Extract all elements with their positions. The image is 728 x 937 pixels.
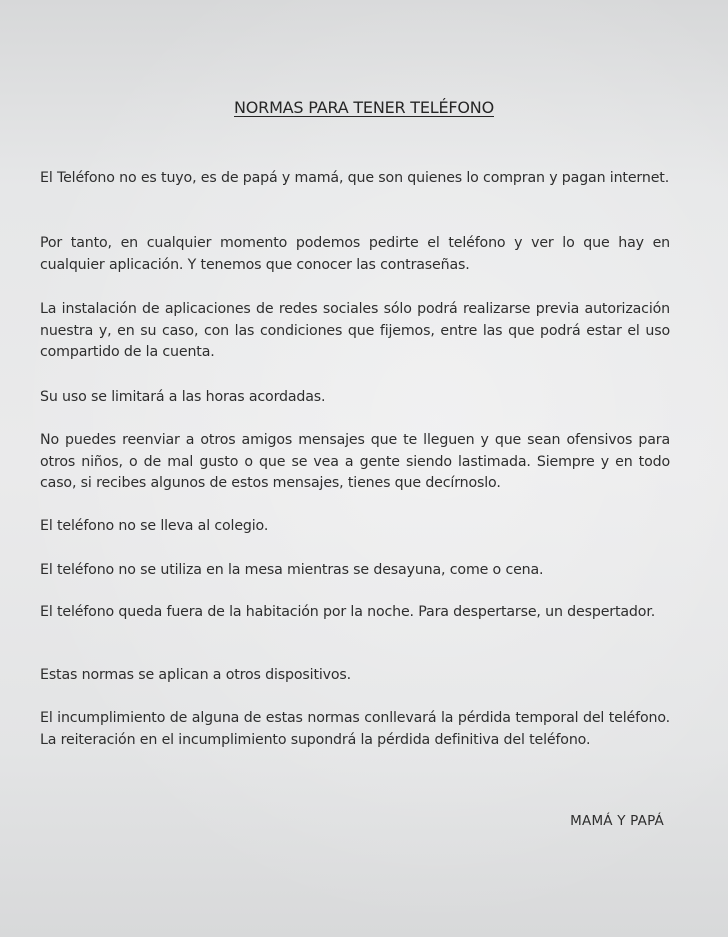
rule-paragraph-5: No puedes reenviar a otros amigos mensajes que te lleguen y que sean ofensivos para otros niños, o de mal gusto o que se vea a gente siendo lastimada. Siempre y en todo caso, si recibes algunos de estos mensajes, tienes que decírnoslo. (40, 432, 670, 491)
rule-paragraph-8: El teléfono queda fuera de la habitación por la noche. Para despertarse, un despertador. (40, 604, 656, 620)
rule-paragraph-6: El teléfono no se lleva al colegio. (40, 518, 269, 534)
rule-paragraph-9: Estas normas se aplican a otros dispositivos. (40, 667, 352, 683)
rule-paragraph-7: El teléfono no se utiliza en la mesa mientras se desayuna, come o cena. (40, 562, 544, 578)
rule-paragraph-3: La instalación de aplicaciones de redes sociales sólo podrá realizarse previa autorización nuestra y, en su caso, con las condiciones que fijemos, entre las que podrá estar el uso compartido de la cuenta. (40, 301, 670, 360)
document-title: NORMAS PARA TENER TELÉFONO (234, 98, 494, 117)
rule-paragraph-1: El Teléfono no es tuyo, es de papá y mamá, que son quienes lo compran y pagan internet. (40, 170, 670, 186)
signature: MAMÁ Y PAPÁ (570, 813, 664, 829)
rule-paragraph-2: Por tanto, en cualquier momento podemos pedirte el teléfono y ver lo que hay en cualquier aplicación. Y tenemos que conocer las contraseñas. (40, 235, 670, 273)
rule-paragraph-10: El incumplimiento de alguna de estas normas conllevará la pérdida temporal del teléfono. La reiteración en el incumplimiento supondrá la pérdida definitiva del teléfono. (40, 710, 670, 748)
rule-paragraph-4: Su uso se limitará a las horas acordadas. (40, 389, 326, 405)
